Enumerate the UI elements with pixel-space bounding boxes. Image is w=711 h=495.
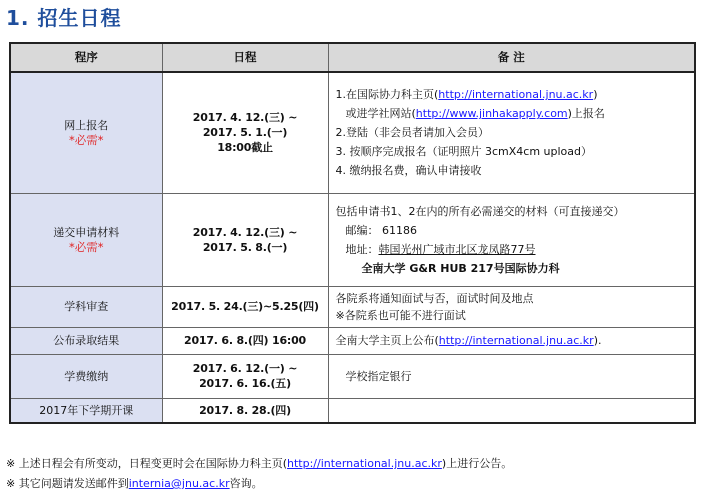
international-site-link[interactable]: http://international.jnu.ac.kr: [438, 334, 594, 347]
postal-code-line: 邮编： 61186: [345, 223, 417, 237]
admission-schedule-table: [9, 42, 696, 424]
date-line: 2017. 4. 12.(三) ~: [192, 111, 298, 125]
note-line: 1.在国际协力科主页(http://international.jnu.ac.kr): [335, 88, 598, 102]
required-label: *必需*: [69, 239, 104, 254]
date-line: 2017. 5. 1.(一): [202, 126, 288, 140]
table-row: [10, 72, 695, 193]
step-label: 2017年下学期开课: [39, 403, 134, 417]
table-row: [10, 193, 695, 286]
date-cell: [162, 327, 328, 354]
note-line: 2.登陆（非会员者请加入会员）: [335, 126, 489, 140]
table-header-row: [10, 43, 695, 72]
required-label: *必需*: [69, 132, 104, 147]
table-row: [10, 398, 695, 423]
note-line: 或进学社网站(http://www.jinhakapply.com)上报名: [345, 107, 605, 121]
note-line: 包括申请书1、2在内的所有必需递交的材料（可直接递交）: [335, 204, 625, 218]
note-line: 学校指定银行: [345, 369, 412, 383]
note-line: 各院系将通知面试与否，面试时间及地点: [335, 291, 534, 305]
jinhakapply-site-link[interactable]: http://www.jinhakapply.com: [415, 107, 568, 121]
step-cell: [10, 193, 162, 286]
date-cell: [162, 354, 328, 398]
section-title: 1. 招生日程: [6, 6, 122, 30]
international-site-link[interactable]: http://international.jnu.ac.kr: [287, 457, 442, 470]
header-remarks: 备 注: [328, 43, 695, 72]
date-cell: [162, 398, 328, 423]
date-line: 2017. 6. 16.(五): [199, 377, 291, 390]
address-line: 地址：韩国光州广域市北区龙凤路77号: [345, 242, 536, 256]
table-row: [10, 286, 695, 327]
remarks-cell: [328, 286, 695, 327]
table-row: [10, 354, 695, 398]
step-label: 公布录取结果: [53, 334, 120, 347]
date-line: 2017. 6. 12.(一) ~: [192, 362, 298, 375]
international-site-link[interactable]: http://international.jnu.ac.kr: [438, 88, 594, 102]
note-line: 3. 按顺序完成报名（证明照片 3cmX4cm upload）: [335, 145, 593, 159]
remarks-cell: [328, 327, 695, 354]
date-line: 2017. 5. 8.(一): [202, 240, 288, 254]
step-label: 递交申请材料: [53, 225, 120, 239]
step-cell: [10, 398, 162, 423]
contact-email-link[interactable]: internia@jnu.ac.kr: [128, 477, 230, 490]
header-step: 程序: [10, 43, 162, 72]
footnote-contact: ※ 其它问题请发送邮件到internia@jnu.ac.kr咨询。: [6, 477, 263, 490]
remarks-cell: [328, 354, 695, 398]
remarks-cell: [328, 398, 695, 423]
step-cell: [10, 72, 162, 193]
footnote-schedule-change: ※ 上述日程会有所变动，日程变更时会在国际协力科主页(http://international.jnu.ac.kr)上进行公告。: [6, 457, 513, 470]
date-line: 2017. 4. 12.(三) ~: [192, 225, 298, 239]
step-label: 学费缴纳: [64, 369, 109, 383]
step-cell: [10, 286, 162, 327]
step-cell: [10, 327, 162, 354]
date-cell: [162, 193, 328, 286]
header-schedule: 日程: [162, 43, 328, 72]
note-line: 4. 缴纳报名费，确认申请接收: [335, 164, 482, 178]
office-line: 全南大学 G&R HUB 217号国际协力科: [361, 261, 560, 275]
step-label: 学科审查: [64, 300, 109, 313]
date-line: 2017. 6. 8.(四) 16:00: [183, 334, 307, 347]
step-label: 网上报名: [64, 118, 109, 132]
remarks-cell: [328, 193, 695, 286]
date-cell: [162, 286, 328, 327]
note-line: ※各院系也可能不进行面试: [335, 308, 466, 322]
step-cell: [10, 354, 162, 398]
date-line: 2017. 8. 28.(四): [199, 403, 291, 417]
table-row: [10, 327, 695, 354]
note-line: 全南大学主页上公布(http://international.jnu.ac.kr).: [335, 334, 602, 347]
date-line: 2017. 5. 24.(三)~5.25(四): [171, 300, 319, 313]
date-cell: [162, 72, 328, 193]
date-line: 18:00截止: [217, 141, 273, 155]
remarks-cell: [328, 72, 695, 193]
